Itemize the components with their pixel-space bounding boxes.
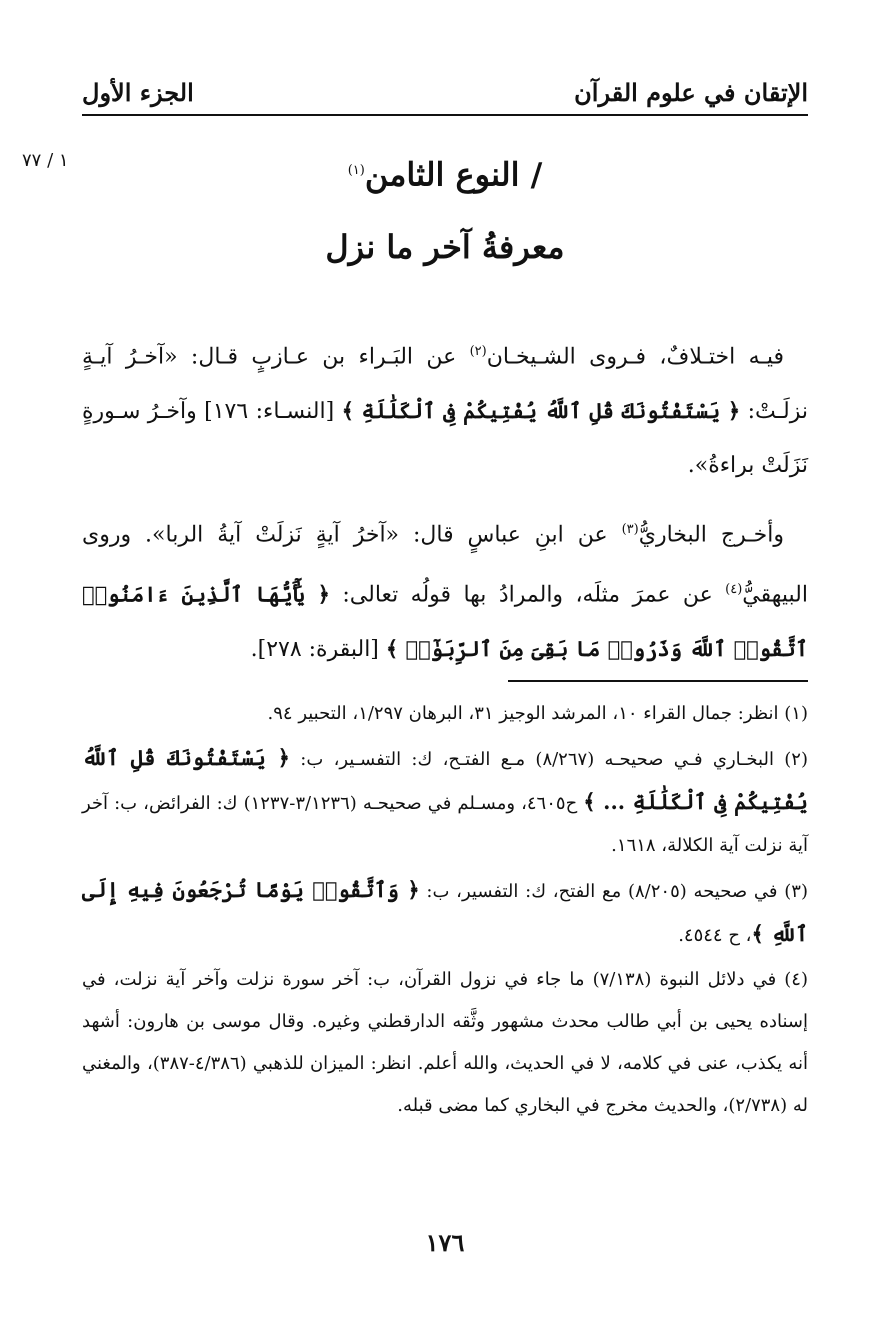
p2-text-c: عن عمرَ مثلَه، والمرادُ بها قولُه تعالى: — [329, 581, 726, 607]
p2-quran-verse: ﴿ يَٰٓأَيُّهَا ٱلَّذِينَ ءَامَنُوا۟ ٱتَّقُوا۟ ٱللَّهَ وَذَرُوا۟ مَا بَقِىَ مِنَ ٱلرِّبَوٰٓا۟ ﴾ — [82, 580, 808, 661]
footnote-3-quran: ﴿ وَٱتَّقُوا۟ يَوْمًا تُرْجَعُونَ فِيهِ إِلَى ٱللَّهِ ﴾ — [82, 877, 808, 946]
footnote-2-text-b: ح٤٦٠٥، ومسـلم في صحيحـه (٣/١٢٣٦-١٢٣٧) ك: الفرائض، ب: آخر آية نزلت آية الكلالة، ١٦١٨. — [82, 793, 808, 856]
p2-footnote-marker-1: (٣) — [621, 522, 639, 538]
chapter-subtitle: معرفةُ آخر ما نزل — [325, 227, 565, 266]
footnote-2-text-a: (٢) البخـاري فـي صحيحـه (٨/٢٦٧) مـع الفتـح، ك: التفسـير، ب: — [289, 749, 808, 770]
chapter-type-heading — [82, 145, 808, 201]
p2-text-b: عن ابنِ عباسٍ قال: «آخرُ آيةٍ نَزلَتْ آيةُ الربا». وروى البيهقيُّ — [82, 522, 808, 607]
p1-text-a: فيـه اختـلافٌ، فـروى الشـيخـان — [486, 344, 784, 370]
p2-text-d: [البقرة: ٢٧٨]. — [250, 636, 386, 662]
page-number: ١٧٦ — [425, 1228, 465, 1257]
margin-page-reference: ١ / ٧٧ — [22, 150, 69, 171]
title-footnote-marker: (١) — [347, 163, 365, 178]
footnotes — [82, 693, 808, 1127]
p1-footnote-marker: (٢) — [469, 344, 487, 359]
footnote-3 — [82, 869, 808, 957]
header-book-title: الإتقان في علوم القرآن — [574, 77, 808, 107]
running-header — [82, 72, 808, 112]
main-text — [82, 325, 808, 677]
header-volume: الجزء الأول — [82, 77, 194, 107]
footnote-3-text-b: ، ح ٤٥٤٤. — [678, 925, 752, 946]
footnote-3-text-a: (٣) في صحيحه (٨/٢٠٥) مع الفتح، ك: التفسير، ب: — [419, 881, 808, 902]
chapter-title — [82, 145, 808, 273]
p1-text-b: عن البَـراء بن عـازبٍ قـال: «آخـرُ آيـةٍ نزلَـتْ: — [82, 344, 809, 425]
paragraph-1 — [82, 325, 808, 493]
p2-text-a: وأخـرج البخاريُّ — [638, 522, 784, 548]
paragraph-2 — [82, 503, 808, 677]
p2-footnote-marker-2: (٤) — [725, 581, 743, 597]
footnote-4: (٤) في دلائل النبوة (٧/١٣٨) ما جاء في نزول القرآن، ب: آخر سورة نزلت وآخر آية نزلت، في إسناده يحيى بن أبي طالب محدث مشهور وثَّقه الدارقطني وغيره. وقال موسى بن هارون: أشهد أنه يكذب، عنى في كلامه، لا في الحديث، والله أعلم. انظر: الميزان للذهبي (٤/٣٨٦-٣٨٧)، والمغني له (٢/٧٣٨)، والحديث مخرج في البخاري كما مضى قبله. — [82, 969, 808, 1116]
p1-text-c: [النسـاء: ١٧٦] وآخـرُ سـورةٍ نَزَلَتْ براءةُ». — [82, 399, 808, 479]
footnote-1: (١) انظر: جمال القراء ١٠، المرشد الوجيز ٣١، البرهان ١/٢٩٧، التحبير ٩٤. — [267, 703, 808, 724]
footnote-2-quran: ﴿ يَسْتَفْتُونَكَ قُلِ ٱللَّهُ يُفْتِيكُمْ فِى ٱلْكَلَٰلَةِ ... ﴾ — [82, 745, 808, 814]
footnote-divider — [508, 680, 808, 682]
footnote-2 — [82, 737, 808, 867]
p1-quran-verse: ﴿ يَسْتَفْتُونَكَ قُلِ ٱللَّهُ يُفْتِيكُمْ فِى ٱلْكَلَٰلَةِ ﴾ — [341, 398, 741, 424]
title-type-label: النوع الثامن — [364, 155, 520, 194]
header-divider — [82, 114, 808, 116]
title-slash: / — [530, 155, 543, 194]
